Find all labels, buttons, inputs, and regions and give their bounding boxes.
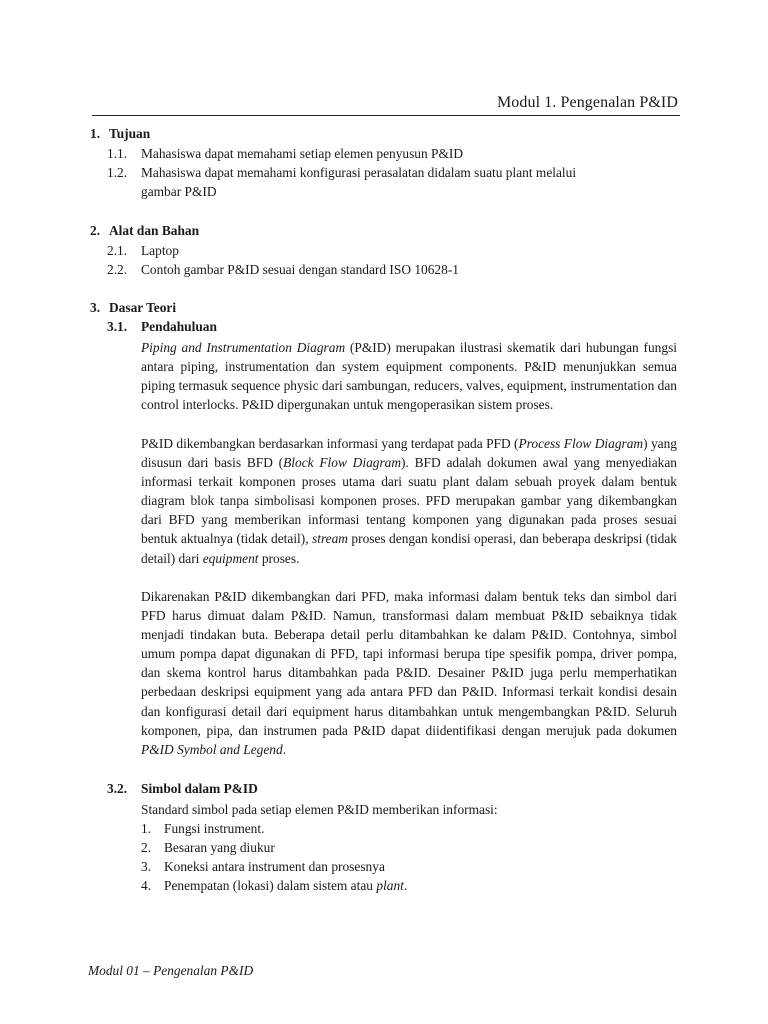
paragraph-pfd-italic-2: Block Flow Diagram xyxy=(283,455,402,471)
paragraph-intro-text-1: (P&ID) merupakan ilustrasi skematik dari hubungan fungsi antara piping, instrumentation dan system equipment components. P&ID menunjukkan semua piping termasuk sequence physic dari sambungan, reducers, valves, equipment, instrumentation dan control interlocks. P&ID dipergunakan untuk mengoperasikan sistem proses. xyxy=(141,340,678,413)
section-3-number: 3. xyxy=(90,300,101,315)
subsection-3-1-number: 3.1. xyxy=(107,319,128,334)
item-2-1 xyxy=(107,243,179,259)
section-2-heading xyxy=(90,223,199,239)
paragraph-intro-italic-1: Piping and Instrumentation Diagram xyxy=(141,340,346,355)
symbol-info-list xyxy=(141,819,407,895)
list-item-number: 1. xyxy=(141,821,152,836)
subsection-3-2-number: 3.2. xyxy=(107,781,128,796)
paragraph-intro xyxy=(141,338,677,414)
paragraph-transformation-text-2: . xyxy=(282,741,287,757)
item-1-1-text: Mahasiswa dapat memahami setiap elemen penyusun P&ID xyxy=(141,146,464,161)
section-2-number: 2. xyxy=(90,223,101,238)
list-item-tail: . xyxy=(403,878,408,894)
subsection-3-2-title: Simbol dalam P&ID xyxy=(141,781,258,796)
paragraph-transformation-text-1: Dikarenakan P&ID dikembangkan dari PFD, maka informasi dalam bentuk teks dan simbol dari PFD harus dimuat dalam P&ID. Namun, transformasi dalam membuat P&ID sebaiknya tidak menjadi tindakan buta. Beberapa detail perlu ditambahkan ke dalam P&ID. Contohnya, simbol umum pompa dapat digunakan di PFD, tapi informasi berupa tipe spesifik pompa, driver pompa, dan skema kontrol harus ditambahkan pada P&ID. Desainer P&ID juga perlu memperhatikan perbedaan deskripsi equipment yang ada antara PFD dan P&ID. Informasi terkait kondisi desain dan konfigurasi detail dari equipment harus ditambahkan untuk mengembangkan P&ID. Seluruh komponen, pipa, dan instrumen pada P&ID dapat diidentifikasi dengan merujuk pada dokumen xyxy=(141,589,677,738)
list-item-text: Besaran yang diukur xyxy=(164,840,275,856)
subsection-3-1-heading xyxy=(107,319,217,335)
section-2-title: Alat dan Bahan xyxy=(109,223,200,238)
list-item-text: Koneksi antara instrument dan prosesnya xyxy=(164,859,385,875)
item-1-2-continuation: gambar P&ID xyxy=(141,184,217,199)
item-1-2 xyxy=(107,165,577,199)
section-1-title: Tujuan xyxy=(109,126,151,141)
section-1-number: 1. xyxy=(90,126,101,141)
item-2-2-number: 2.2. xyxy=(107,262,128,277)
subsection-3-2-heading xyxy=(107,781,258,797)
paragraph-pfd xyxy=(141,434,677,568)
paragraph-pfd-text-3: ). BFD adalah dokumen awal yang menyediakan informasi terkait komponen proses utama dari suatu plant dalam sebuah proyek dalam bentuk diagram blok tanpa simbolisasi komponen proses. PFD merupakan gambar yang dikembangkan dari BFD yang memberikan informasi tentang komponen yang digunakan pada proses sesuai bentuk aktualnya (tidak detail), xyxy=(141,455,677,547)
item-1-2-number: 1.2. xyxy=(107,165,128,180)
paragraph-pfd-italic-3: stream xyxy=(312,531,348,547)
list-item xyxy=(141,876,407,895)
paragraph-pfd-italic-4: equipment xyxy=(202,550,259,566)
list-item-number: 2. xyxy=(141,840,152,856)
paragraph-pfd-text-1: P&ID dikembangkan berdasarkan informasi yang terdapat pada PFD ( xyxy=(141,436,519,451)
paragraph-symbol-intro: Standard simbol pada setiap elemen P&ID memberikan informasi: xyxy=(141,802,498,817)
paragraph-pfd-text-5: proses. xyxy=(258,550,300,566)
paragraph-transformation-italic-1: P&ID Symbol and Legend xyxy=(141,741,283,757)
list-item xyxy=(141,838,407,857)
paragraph-pfd-text-2: ) yang disusun dari basis BFD ( xyxy=(141,436,677,471)
paragraph-pfd-text-4: proses dengan kondisi operasi, dan beberapa deskripsi (tidak detail) dari xyxy=(141,531,678,566)
header-rule xyxy=(92,115,680,116)
item-1-1 xyxy=(107,146,463,162)
page-header-title: Modul 1. Pengenalan P&ID xyxy=(496,94,678,111)
list-item-number: 4. xyxy=(141,878,152,894)
list-item-text: Penempatan (lokasi) dalam sistem atau xyxy=(164,878,377,894)
item-1-1-number: 1.1. xyxy=(107,146,128,161)
list-item-text: Fungsi instrument. xyxy=(164,821,265,836)
item-2-1-number: 2.1. xyxy=(107,243,128,258)
list-item-number: 3. xyxy=(141,859,152,875)
item-1-2-text: Mahasiswa dapat memahami konfigurasi perasalatan didalam suatu plant melalui xyxy=(141,165,577,180)
paragraph-pfd-italic-1: Process Flow Diagram xyxy=(518,436,644,451)
item-2-2-text: Contoh gambar P&ID sesuai dengan standard ISO 10628-1 xyxy=(141,262,459,277)
page-footer: Modul 01 – Pengenalan P&ID xyxy=(88,963,254,978)
section-1-heading xyxy=(90,126,150,142)
list-item xyxy=(141,819,407,838)
section-3-title: Dasar Teori xyxy=(109,300,177,315)
item-2-1-text: Laptop xyxy=(141,243,179,258)
section-3-heading xyxy=(90,300,176,316)
list-item xyxy=(141,857,407,876)
paragraph-transformation xyxy=(141,587,677,759)
list-item-italic: plant xyxy=(376,878,404,894)
item-2-2 xyxy=(107,262,459,278)
subsection-3-1-title: Pendahuluan xyxy=(141,319,217,334)
